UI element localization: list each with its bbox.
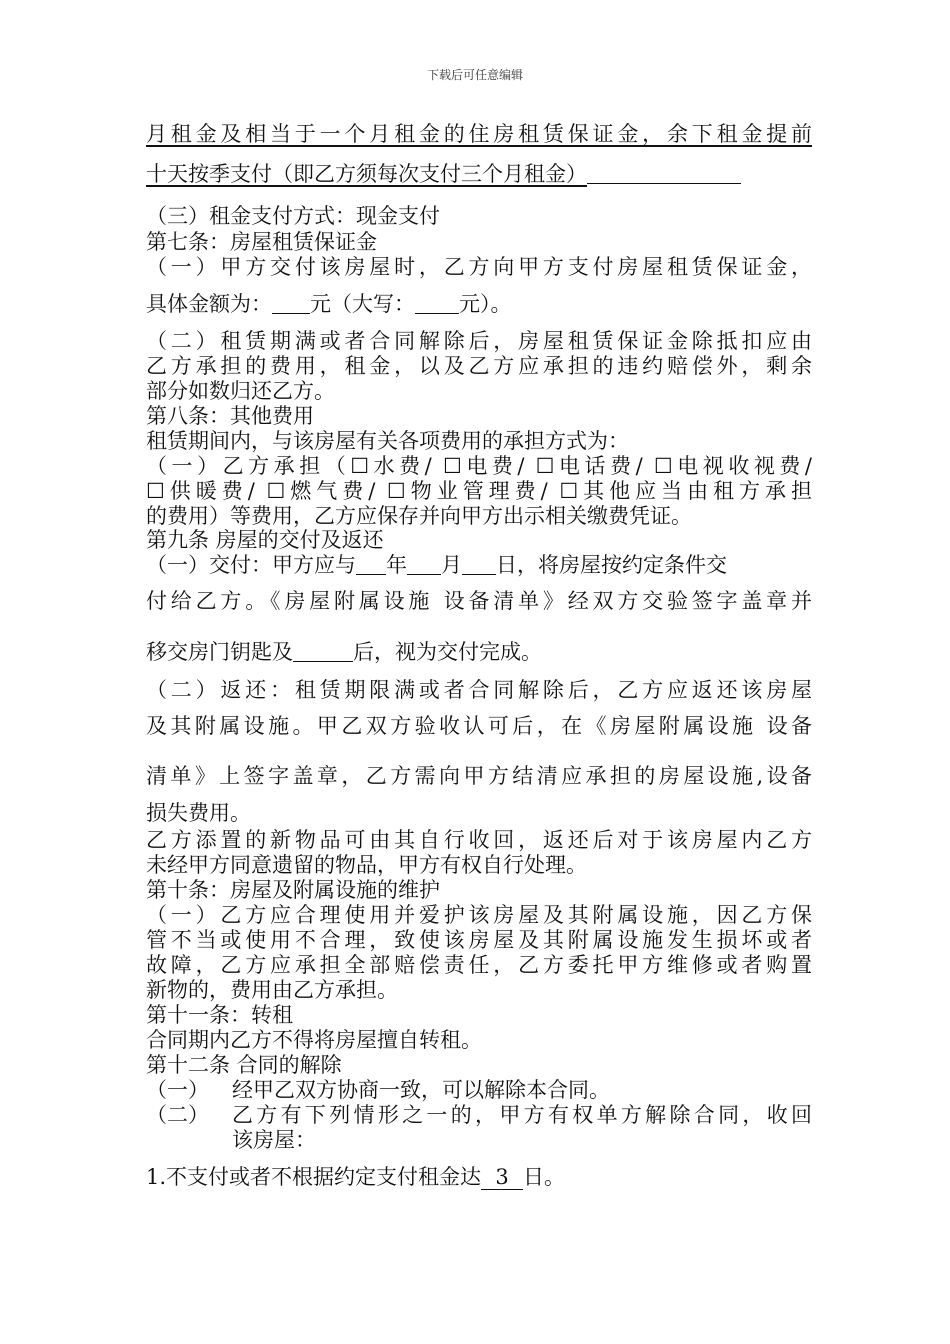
line-1: 月租金及相当于一个月租金的住房租赁保证金，余下租金提前 xyxy=(146,122,812,146)
line-5: （一）甲方交付该房屋时，乙方向甲方支付房屋租赁保证金， xyxy=(146,255,812,279)
delivery-date-line xyxy=(146,549,727,579)
month-blank xyxy=(407,552,441,575)
underline-fill xyxy=(587,161,741,184)
fee-checkbox-line-1: （一）乙方承担（☐水费/ ☐电费/ ☐电话费/ ☐电视收视费/ xyxy=(146,454,812,478)
line-19: （二）返还：租赁期限满或者合同解除后，乙方应返还该房屋 xyxy=(146,678,812,702)
deposit-amount-line xyxy=(146,288,512,318)
line-9: 部分如数归还乙方。 xyxy=(146,379,335,403)
line-17: 付给乙方。《房屋附属设施 设备清单》经双方交验签字盖章并 xyxy=(146,589,812,613)
line-22: 损失费用。 xyxy=(146,801,251,825)
fee-checkbox-line-2: ☐供暖费/ ☐燃气费/ ☐物业管理费/ ☐其他应当由租方承担 xyxy=(146,479,812,503)
deposit-amount-blank xyxy=(272,291,310,314)
article-8-heading: 第八条：其他费用 xyxy=(146,404,314,428)
line-11: 租赁期间内，与该房屋有关各项费用的承担方式为： xyxy=(146,429,629,453)
article-12-heading: 第十二条 合同的解除 xyxy=(146,1053,342,1077)
line-23: 乙方添置的新物品可由其自行收回，返还后对于该房屋内乙方 xyxy=(146,828,812,852)
line-26: （一）乙方应合理使用并爱护该房屋及其附属设施，因乙方保 xyxy=(146,903,812,927)
month-label: 月 xyxy=(441,553,462,577)
line-2-text: 十天按季支付（即乙方须每次支付三个月租金） xyxy=(146,162,587,186)
day-label: 日，将房屋按约定条件交 xyxy=(496,553,727,577)
line-35: 该房屋： xyxy=(232,1128,316,1152)
key-label: 移交房门钥匙及 xyxy=(146,640,293,664)
line-14: 的费用）等费用，乙方应保存并向甲方出示相关缴费凭证。 xyxy=(146,504,692,528)
item-text: 乙方有下列情形之一的，甲方有权单方解除合同，收回 xyxy=(232,1103,812,1127)
line-27: 管不当或使用不合理，致使该房屋及其附属设施发生损坏或者 xyxy=(146,928,812,952)
line-7: （二）租赁期满或者合同解除后，房屋租赁保证金除抵扣应由 xyxy=(146,329,812,353)
article-7-heading: 第七条：房屋租赁保证金 xyxy=(146,230,377,254)
year-label: 年 xyxy=(386,553,407,577)
item-number: （一） xyxy=(146,1078,209,1102)
article-11-heading: 第十一条：转租 xyxy=(146,1003,293,1027)
key-blank xyxy=(293,639,353,662)
line-28: 故障，乙方应承担全部赔偿责任，乙方委托甲方维修或者购置 xyxy=(146,953,812,977)
line-2 xyxy=(146,158,812,188)
item-text: 经甲乙双方协商一致，可以解除本合同。 xyxy=(232,1078,610,1102)
condition-1-line xyxy=(146,1161,565,1191)
line-24: 未经甲方同意遗留的物品，甲方有权自行处理。 xyxy=(146,853,587,877)
day-blank xyxy=(462,552,496,575)
line-3: （三）租金支付方式：现金支付 xyxy=(146,204,440,228)
item-number: （二） xyxy=(146,1103,209,1127)
line-31: 合同期内乙方不得将房屋擅自转租。 xyxy=(146,1028,482,1052)
deposit-label-3: 元）。 xyxy=(459,292,512,316)
condition-1-text-2: 日。 xyxy=(523,1165,566,1189)
article-9-heading: 第九条 房屋的交付及返还 xyxy=(146,528,384,552)
delivery-label: （一）交付：甲方应与 xyxy=(146,553,356,577)
condition-1-text: 1.不支付或者不根据约定支付租金达 xyxy=(146,1165,482,1189)
deposit-label: 具体金额为： xyxy=(146,292,272,316)
line-21: 清单》上签字盖章，乙方需向甲方结清应承担的房屋设施,设备 xyxy=(146,764,812,788)
key-handover-line xyxy=(146,636,542,666)
line-29: 新物的，费用由乙方承担。 xyxy=(146,978,398,1002)
days-value: 3 xyxy=(481,1165,523,1190)
line-8: 乙方承担的费用，租金，以及乙方应承担的违约赔偿外，剩余 xyxy=(146,354,812,378)
page-header: 下载后可任意编辑 xyxy=(426,68,523,82)
article-10-heading: 第十条：房屋及附属设施的维护 xyxy=(146,878,440,902)
year-blank xyxy=(356,552,386,575)
deposit-label-2: 元（大写： xyxy=(310,292,415,316)
deposit-amount-uppercase-blank xyxy=(415,291,459,314)
line-20: 及其附属设施。甲乙双方验收认可后，在《房屋附属设施 设备 xyxy=(146,714,812,738)
key-label-2: 后，视为交付完成。 xyxy=(353,640,542,664)
